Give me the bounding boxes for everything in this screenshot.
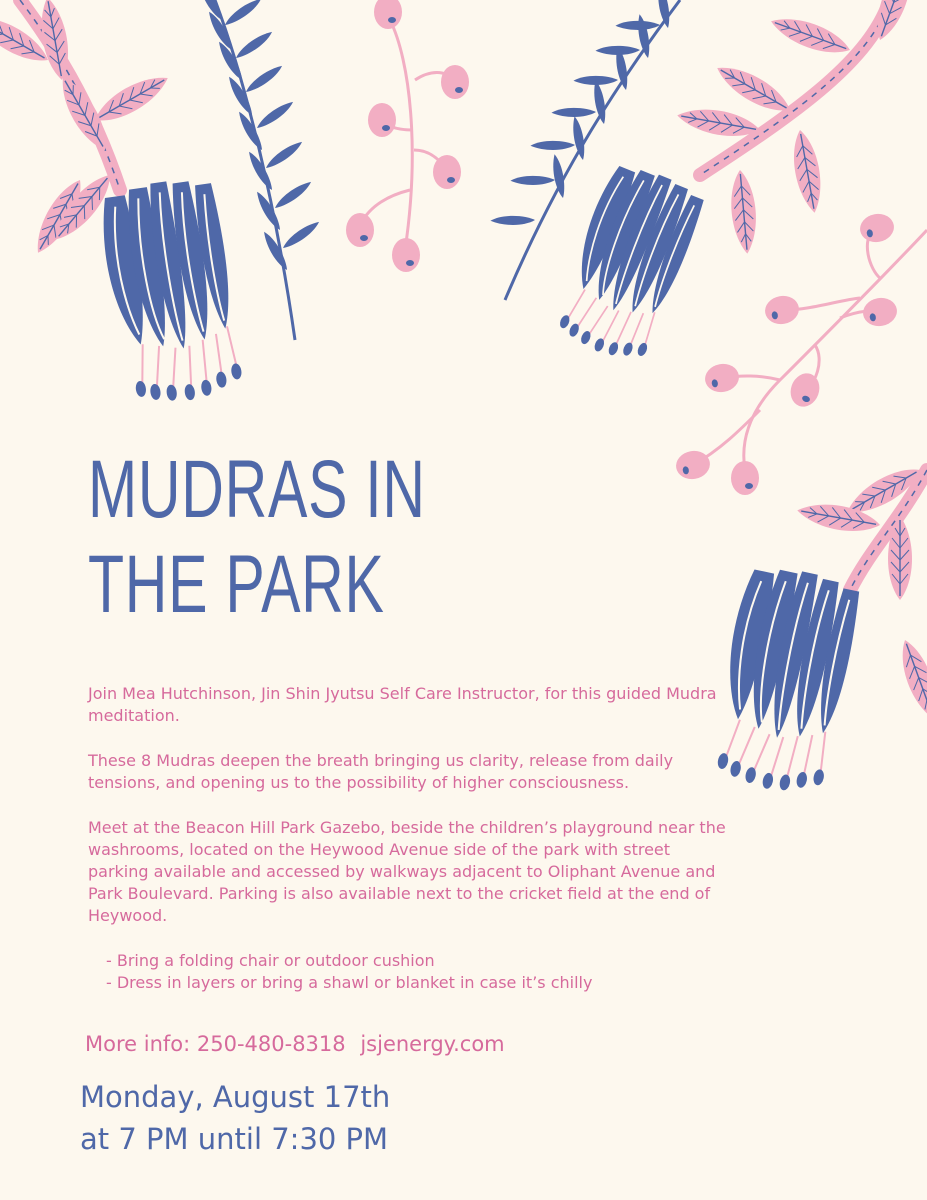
event-date: Monday, August 17th — [80, 1080, 391, 1114]
event-datetime — [80, 1076, 390, 1160]
pink-berry-icon — [346, 0, 469, 272]
list-item: - Dress in layers or bring a shawl or blanket in case it’s chilly — [106, 973, 593, 992]
blue-flower-icon — [546, 157, 709, 368]
event-time: at 7 PM until 7:30 PM — [80, 1122, 389, 1156]
location-paragraph: Meet at the Beacon Hill Park Gazebo, beside the children’s playground near the washrooms, located on the Heywood Avenue side of the park with street parking available and accessed by walkways adjacent to Oliphant Avenue and Park Boulevard. Parking is also available next to the cricket field at the end of Heywood. — [88, 818, 726, 925]
title-line-2: THE PARK — [88, 539, 385, 630]
website-text: jsjenergy.com — [360, 1032, 505, 1056]
pink-berry-icon — [674, 211, 927, 495]
blue-flower-icon — [97, 175, 245, 409]
contact-info — [85, 1032, 505, 1056]
list-item: - Bring a folding chair or outdoor cushion — [106, 951, 435, 970]
phone-text: More info: 250-480-8318 — [85, 1032, 346, 1056]
intro-paragraph: Join Mea Hutchinson, Jin Shin Jyutsu Self Care Instructor, for this guided Mudra meditation. — [88, 684, 717, 725]
bring-list — [88, 950, 728, 994]
benefits-paragraph: These 8 Mudras deepen the breath bringing us clarity, release from daily tensions, and opening us to the possibility of higher consciousness. — [88, 751, 674, 792]
event-description — [88, 683, 728, 994]
title-line-1: MUDRAS IN — [88, 444, 426, 535]
page-title — [88, 442, 426, 632]
